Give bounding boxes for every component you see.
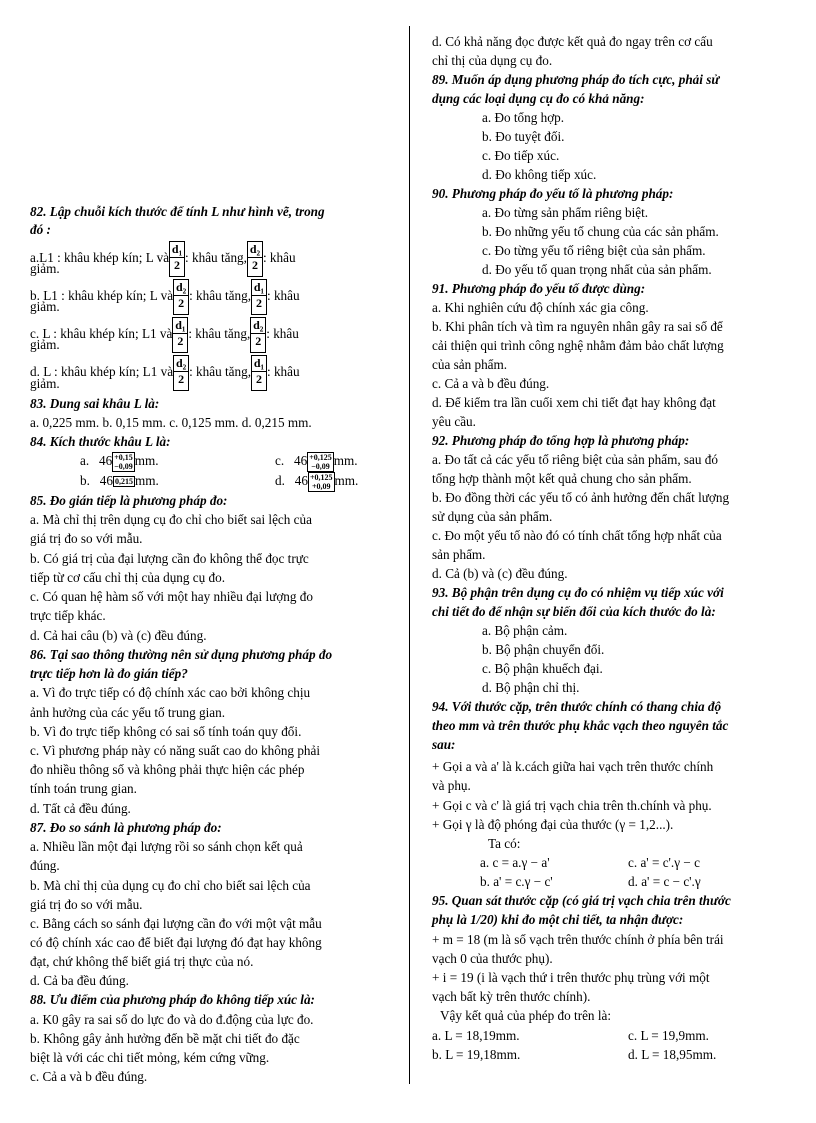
q88-option-d: d. Có khả năng đọc được kết quả đo ngay trên cơ cấu [432,34,713,49]
q90-title: 90. Phương pháp đo yếu tố là phương pháp: [432,186,674,201]
q82-option-c: c. L : khâu khép kín; L1 và $\frac{\text{d₁}}{2}$ : khâu tăng, $\frac{\text{d₂}}{2}$ : khâu [30,317,299,353]
q86-line: c. Vì phương pháp này có năng suất cao do không phải [30,743,321,758]
q84-option-a: a. 46 +0,15 −0,09 mm. [80,453,159,471]
q95-title-2: phụ là 1/20) khi đo một chi tiết, ta nhận được: [432,912,684,927]
q87-line: đạt, chứ không thể biết giá trị thực của nó. [30,954,254,969]
q89-title-2: dụng các loại dụng cụ đo có khả năng: [432,91,645,106]
fraction-d2: $\frac{\text{d₂}}{2}$ [247,241,263,277]
q94-title-2: theo mm và trên thước phụ khắc vạch theo nguyên tắc [432,718,729,733]
q92-line: sử dụng của sản phẩm. [432,509,553,524]
q86-line: đo nhiều thông số và không phải thực hiện các phép [30,762,305,777]
q82-title-2: đó : [30,222,51,237]
q89-option: a. Đo tổng hợp. [482,110,565,125]
tolerance-box: +0,15 −0,09 [114,453,133,471]
q82-option-b-cont: giảm. [30,299,60,314]
q88-title: 88. Ưu điểm của phương pháp đo không tiếp xúc là: [30,992,315,1007]
q86-line: ảnh hưởng của các yếu tố trung gian. [30,705,226,720]
q90-option: d. Đo yếu tố quan trọng nhất của sản phẩm. [482,262,712,277]
q82-option-c-cont: giảm. [30,337,60,352]
fraction-d1: $\frac{\text{d₁}}{2}$ [172,317,188,353]
q95-option: d. L = 18,95mm. [628,1047,717,1062]
q95-line: vạch bất kỳ trên thước chính). [432,989,591,1004]
q85-line: d. Cả hai câu (b) và (c) đều đúng. [30,628,207,643]
q93-option: c. Bộ phận khuếch đại. [482,661,603,676]
fraction-d2: $\frac{\text{d₂}}{2}$ [173,355,189,391]
q95-line: + i = 19 (i là vạch thứ i trên thước phụ trùng với một [432,970,710,985]
q95-line: + m = 18 (m là số vạch trên thước chính ở phía bên trái [432,932,724,947]
q85-line: giá trị đo so với mẫu. [30,531,143,546]
column-divider [409,26,410,1084]
q84-option-b: b. 46 0,215 mm. [80,473,159,488]
q84-option-d: d. 46 +0,125 +0,09 mm. [275,473,359,491]
q88-line: biệt là với các chi tiết mỏng, kém cứng vững. [30,1050,270,1065]
q89-option: d. Đo không tiếp xúc. [482,167,597,182]
fraction-d2: $\frac{\text{d₂}}{2}$ [173,279,189,315]
q88-line: c. Cả a và b đều đúng. [30,1069,148,1084]
q91-line: yêu cầu. [432,414,476,429]
q87-line: d. Cả ba đều đúng. [30,973,129,988]
q89-option: c. Đo tiếp xúc. [482,148,560,163]
q92-line: d. Cả (b) và (c) đều đúng. [432,566,568,581]
q86-line: b. Vì đo trực tiếp không có sai số tính toán quy đổi. [30,724,302,739]
q94-title-3: sau: [432,737,456,752]
q94-line: Ta có: [488,836,521,851]
q94-line: + Gọi γ là độ phóng đại của thước (γ = 1,2...). [432,817,674,832]
q84-title: 84. Kích thước khâu L là: [30,434,171,449]
q94-line: và phụ. [432,778,471,793]
tolerance-box: +0,125 −0,09 [309,453,332,471]
fraction-d2: $\frac{\text{d₂}}{2}$ [250,317,266,353]
q95-title-1: 95. Quan sát thước cặp (có giá trị vạch chia trên thước [432,893,731,908]
q85-line: tiếp từ cơ cấu chỉ thị của dụng cụ đo. [30,570,226,585]
q84-option-c: c. 46 +0,125 −0,09 mm. [275,453,358,471]
q95-line: vạch 0 của thước phụ). [432,951,553,966]
q87-line: b. Mà chỉ thị của dụng cụ đo chỉ cho biết sai lệch của [30,878,311,893]
q85-line: a. Mà chỉ thị trên dụng cụ đo chỉ cho biết sai lệch của [30,512,312,527]
q92-line: a. Đo tất cả các yếu tố riêng biệt của sản phẩm, sau đó [432,452,718,467]
q91-line: cải thiện qui trình công nghệ nhằm đảm bảo chất lượng [432,338,724,353]
q83-options: a. 0,225 mm. b. 0,15 mm. c. 0,125 mm. d. 0,215 mm. [30,415,312,430]
q86-title-2: trực tiếp hơn là đo gián tiếp? [30,666,188,681]
q94-option: b. a' = c.γ − c' [480,874,553,889]
q92-line: b. Đo đồng thời các yếu tố có ảnh hưởng đến chất lượng [432,490,730,505]
q93-title-1: 93. Bộ phận trên dụng cụ đo có nhiệm vụ tiếp xúc với [432,585,724,600]
q91-line: b. Khi phân tích và tìm ra nguyên nhân gây ra sai số để [432,319,723,334]
q92-title: 92. Phương pháp đo tổng hợp là phương pháp: [432,433,690,448]
q85-line: c. Có quan hệ hàm số với một hay nhiều đại lượng đo [30,589,313,604]
q88-option-d-cont: chỉ thị của dụng cụ đo. [432,53,553,68]
q94-line: + Gọi a và a' là k.cách giữa hai vạch trên thước chính [432,759,714,774]
q95-option: a. L = 18,19mm. [432,1028,520,1043]
q92-line: c. Đo một yếu tố nào đó có tính chất tổng hợp nhất của [432,528,722,543]
q92-line: tổng hợp thành một kết quả chung cho sản phẩm. [432,471,692,486]
q95-option: b. L = 19,18mm. [432,1047,521,1062]
q82-option-b: b. L1 : khâu khép kín; L và $\frac{\text{d₂}}{2}$ : khâu tăng, $\frac{\text{d₁}}{2}$ : khâu [30,279,300,315]
tolerance-box: +0,125 +0,09 [309,473,333,491]
q87-line: a. Nhiều lần một đại lượng rồi so sánh chọn kết quả [30,839,303,854]
q95-line: Vậy kết quả của phép đo trên là: [440,1008,612,1023]
q86-line: tính toán trung gian. [30,781,137,796]
q88-line: b. Không gây ảnh hưởng đến bề mặt chi tiết đo đặc [30,1031,300,1046]
q89-title-1: 89. Muốn áp dụng phương pháp đo tích cực, phải sử [432,72,720,87]
fraction-d1: $\frac{\text{d₁}}{2}$ [251,355,267,391]
q89-option: b. Đo tuyệt đối. [482,129,565,144]
q93-option: d. Bộ phận chỉ thị. [482,680,580,695]
q94-title-1: 94. Với thước cặp, trên thước chính có thang chia độ [432,699,722,714]
q85-line: b. Có giá trị của đại lượng cần đo không thể đọc trực [30,551,309,566]
q88-line: a. K0 gây ra sai số do lực đo và do đ.động của lực đo. [30,1012,314,1027]
q85-title: 85. Đo gián tiếp là phương pháp đo: [30,493,228,508]
q94-option: d. a' = c − c'.γ [628,874,701,889]
q86-line: a. Vì đo trực tiếp có độ chính xác cao bởi không chịu [30,685,311,700]
q95-option: c. L = 19,9mm. [628,1028,709,1043]
q82-option-d: d. L : khâu khép kín; L1 và $\frac{\text{d₂}}{2}$ : khâu tăng, $\frac{\text{d₁}}{2}$ : khâu [30,355,300,391]
q93-title-2: chi tiết đo để nhận sự biến đổi của kích thước đo là: [432,604,716,619]
fraction-d1: $\frac{\text{d₁}}{2}$ [169,241,185,277]
q82-option-a-cont: giảm. [30,261,60,276]
q93-option: b. Bộ phận chuyển đổi. [482,642,605,657]
q90-option: a. Đo từng sản phẩm riêng biệt. [482,205,649,220]
q92-line: sản phẩm. [432,547,486,562]
q86-line: d. Tất cả đều đúng. [30,801,131,816]
q86-title-1: 86. Tại sao thông thường nên sử dụng phương pháp đo [30,647,333,662]
q83-title: 83. Dung sai khâu L là: [30,396,160,411]
q87-line: có độ chính xác cao để biết đại lượng đó đạt hay không [30,935,322,950]
q90-option: c. Đo từng yếu tố riêng biệt của sản phẩm. [482,243,706,258]
q87-line: đúng. [30,858,60,873]
q82-option-a: a.L1 : khâu khép kín; L và $\frac{\text{d₁}}{2}$ : khâu tăng, $\frac{\text{d₂}}{2}$ : khâu [30,241,296,277]
q82-option-d-cont: giảm. [30,376,60,391]
q91-line: của sản phẩm. [432,357,508,372]
q82-title-1: 82. Lập chuỗi kích thước để tính L như hình vẽ, trong [30,204,325,219]
q91-line: a. Khi nghiên cứu độ chính xác gia công. [432,300,649,315]
q91-line: c. Cả a và b đều đúng. [432,376,550,391]
q94-option: c. a' = c'.γ − c [628,855,700,870]
q85-line: trực tiếp khác. [30,608,106,623]
q94-line: + Gọi c và c' là giá trị vạch chia trên th.chính và phụ. [432,798,712,813]
tolerance-box: 0,215 [114,477,133,487]
fraction-d1: $\frac{\text{d₁}}{2}$ [251,279,267,315]
q91-title: 91. Phương pháp đo yếu tố được dùng: [432,281,646,296]
q91-line: d. Để kiểm tra lần cuối xem chi tiết đạt hay không đạt [432,395,716,410]
q93-option: a. Bộ phận cảm. [482,623,568,638]
q94-option: a. c = a.γ − a' [480,855,550,870]
q87-title: 87. Đo so sánh là phương pháp đo: [30,820,222,835]
q90-option: b. Đo những yếu tố chung của các sản phẩm. [482,224,719,239]
q87-line: giá trị đo so với mẫu. [30,897,143,912]
q87-line: c. Bằng cách so sánh đại lượng cần đo với một vật mẫu [30,916,322,931]
